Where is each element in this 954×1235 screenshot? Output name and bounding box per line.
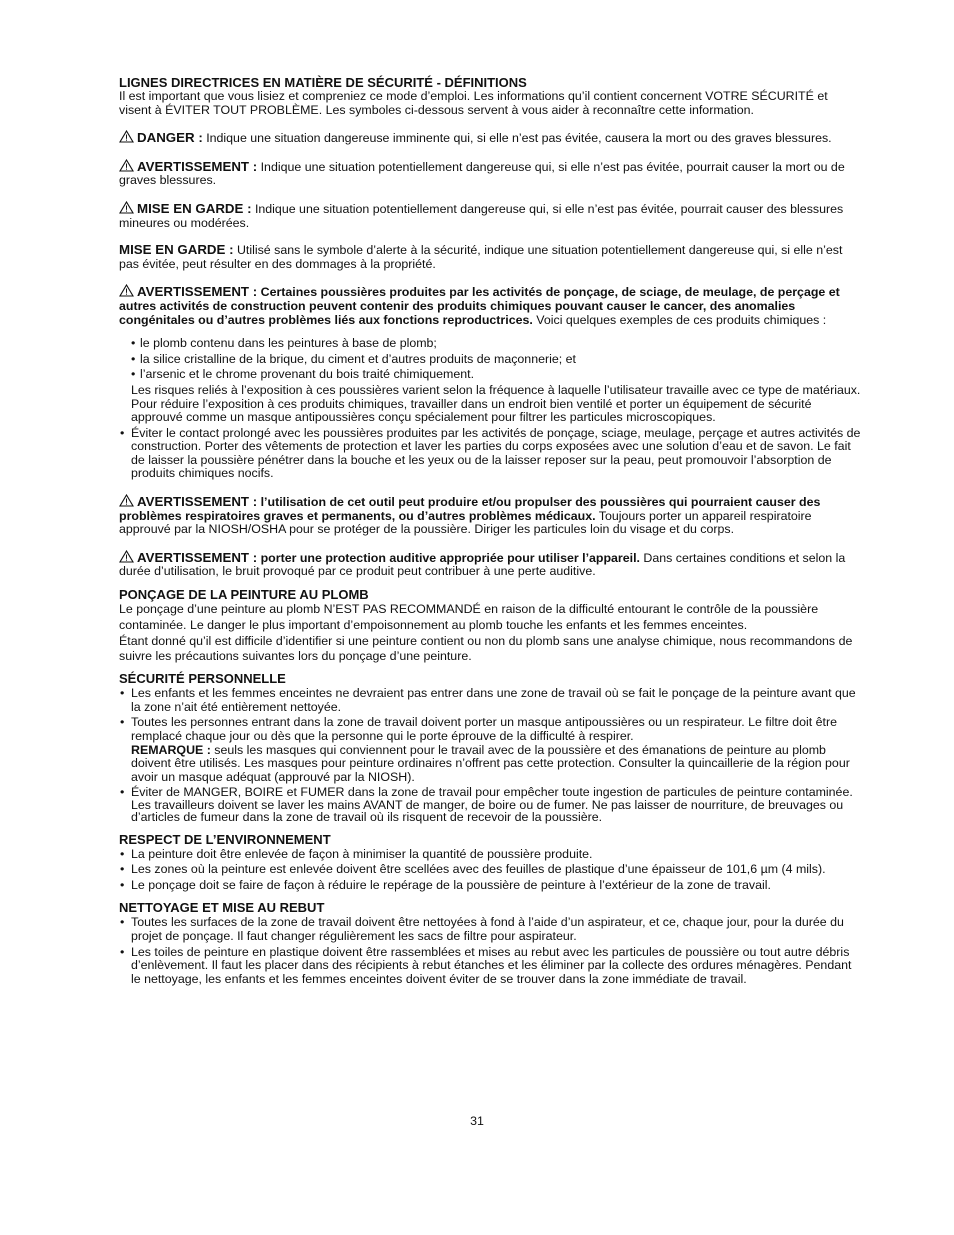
- personal-safety-list: [119, 687, 861, 823]
- list-item: • Toutes les surfaces de la zone de travail doivent être nettoyées à fond à l’aide d’un aspirateur, et ce, chaque jour, pour la durée du projet de ponçage. Il faut changer régulièrement les sacs de filtre pour aspirateur.: [120, 915, 844, 943]
- caution-label: MISE EN GARDE :: [137, 200, 252, 216]
- chemicals-list: [119, 337, 861, 382]
- list-item: • la silice cristalline de la brique, du ciment et d’autres produits de maçonnerie; et: [131, 351, 576, 366]
- list-item: • Éviter de MANGER, BOIRE et FUMER dans la zone de travail pour empêcher toute ingestion de particules de peinture contaminée. Les travailleurs doivent se laver les mains AVANT de manger, de boire ou de fumer. Ne pas laisser de nourriture, de breuvages ou d’articles de fumeur dans la zone de travail où ils risquent de recevoir de la poussière.: [120, 785, 853, 825]
- hearing-warning-text: Dans certaines conditions et selon la durée d’utilisation, le bruit provoqué par ce produit peut contribuer à une perte auditive.: [119, 550, 846, 579]
- warning-triangle-icon: [119, 159, 134, 172]
- hearing-warning-label: AVERTISSEMENT :: [137, 549, 258, 565]
- list-item: • Les zones où la peinture est enlevée doivent être scellées avec des feuilles de plastique d’une épaisseur de 101,6 µm (4 mils).: [120, 862, 826, 877]
- remark-text: seuls les masques qui conviennent pour le travail avec de la poussière et des émanations de peinture au plomb doivent être utilisés. Les masques pour peinture ordinaires n’offrent pas cette protection. Consulter la quincaillerie de la région pour avoir un masque adéquat (approuvé par la NIOSH).: [131, 742, 850, 784]
- list-item: • Toutes les personnes entrant dans la zone de travail doivent porter un masque antipoussières ou un respirateur. Le filtre doit être remplacé chaque jour ou dès que la personne qui le porte éprouve de la difficulté à respirer. REMARQUE : seuls les masques qui conviennent pour le travail avec de la poussière et des émanations de peinture au plomb doivent être utilisés. Les masques pour peinture ordinaires n’offrent pas cette protection. Consulter la quincaillerie de la région pour avoir un masque adéquat (approuvé par la NIOSH).: [120, 715, 850, 784]
- list-item: • Les toiles de peinture en plastique doivent être rassemblées et mises au rebut avec les particules de poussière ou tout autre débris d’enlèvement. Il faut les placer dans des récipients à rebut étanches et les éliminer par la collecte des ordures ménagères. Pendant le nettoyage, les enfants et les femmes enceintes doivent éviter de se trouver dans la zone immédiate de travail.: [120, 944, 852, 986]
- notice-text: Utilisé sans le symbole d’alerte à la sécurité, indique une situation potentiellement dangereuse qui, si elle n’est pas évitée, peut résulter en des dommages à la propriété.: [119, 243, 843, 271]
- respiratory-warning-text: Toujours porter un appareil respiratoire approuvé par la NIOSH/OSHA pour se protéger de la poussière. Diriger les particules loin du visage et du corps.: [119, 508, 812, 537]
- cleanup-disposal: [119, 900, 861, 986]
- page-number: 31: [470, 1114, 484, 1128]
- list-item: • le plomb contenu dans les peintures à base de plomb;: [131, 336, 437, 351]
- manual-page: [119, 75, 861, 986]
- dust-warning-bold: Certaines poussières produites par les activités de ponçage, de sciage, de meulage, de perçage et autres activités de construction peuvent contenir des produits chimiques pouvant causer le cancer, des anomalies congénitales ou d’autres problèmes liés aux fonctions reproductrices.: [119, 285, 840, 327]
- warning-triangle-icon: [119, 494, 134, 507]
- respiratory-warning: [119, 494, 861, 537]
- caution-definition: [119, 201, 861, 230]
- danger-text: Indique une situation dangereuse imminente qui, si elle n’est pas évitée, causera la mort ou des graves blessures.: [202, 131, 832, 146]
- warning-definition: [119, 159, 861, 188]
- environment-respect: [119, 832, 861, 893]
- lead-paint-sanding: [119, 587, 861, 665]
- section-title: RESPECT DE L’ENVIRONNEMENT: [119, 831, 331, 847]
- section-title: PONÇAGE DE LA PEINTURE AU PLOMB: [119, 587, 369, 603]
- list-item: • Le ponçage doit se faire de façon à réduire le repérage de la poussière de peinture à l’extérieur de la zone de travail.: [120, 877, 771, 892]
- warning-triangle-icon: [119, 130, 134, 143]
- cleanup-list: [119, 916, 861, 986]
- personal-safety: [119, 671, 861, 823]
- dust-warning-label: AVERTISSEMENT :: [137, 284, 258, 300]
- caution-text: Indique une situation potentiellement dangereuse qui, si elle n’est pas évitée, pourrait causer des blessures mineures ou modérées.: [119, 201, 844, 230]
- remark-label: REMARQUE :: [131, 742, 211, 757]
- risk-paragraph: Les risques reliés à l’exposition à ces poussières varient selon la fréquence à laquelle l’utilisateur travaille avec ce type de matériaux. Pour réduire l’exposition à ces produits chimiques, travailler dans un endroit bien ventilé et porter un équipement de sécurité approuvé comme un masque antipoussières conçu spécialement pour filtrer les particules microscopiques.: [131, 382, 861, 425]
- respiratory-warning-label: AVERTISSEMENT :: [137, 494, 258, 510]
- environment-list: [119, 848, 861, 893]
- warning-triangle-icon: [119, 550, 134, 563]
- section-title: LIGNES DIRECTRICES EN MATIÈRE DE SÉCURITÉ - DÉFINITIONS: [119, 75, 527, 90]
- avoid-list: [119, 427, 861, 481]
- warning-triangle-icon: [119, 284, 134, 297]
- dust-warning-text: Voici quelques exemples de ces produits chimiques :: [532, 312, 827, 327]
- hearing-warning-bold: porter une protection auditive appropriée pour utiliser l’appareil.: [257, 550, 640, 565]
- dust-warning: [119, 284, 861, 481]
- danger-definition: [119, 130, 861, 146]
- danger-label: DANGER :: [137, 130, 203, 146]
- section-title: NETTOYAGE ET MISE AU REBUT: [119, 900, 325, 916]
- lead-paragraph-1: Le ponçage d’une peinture au plomb N’EST PAS RECOMMANDÉ en raison de la difficulté entourant le contrôle de la poussière contaminée. Le danger le plus important d’empoisonnement au plomb touche les enfants et les femmes enceintes.: [119, 602, 819, 632]
- warning-text: Indique une situation potentiellement dangereuse qui, si elle n’est pas évitée, pourrait causer la mort ou de graves blessures.: [119, 159, 845, 188]
- warning-label: AVERTISSEMENT :: [137, 158, 258, 174]
- notice-label: MISE EN GARDE :: [119, 242, 234, 258]
- list-item: • l’arsenic et le chrome provenant du bois traité chimiquement.: [131, 367, 475, 382]
- intro-paragraph: Il est important que vous lisiez et compreniez ce mode d’emploi. Les informations qu’il contient concernent VOTRE SÉCURITÉ et visent à ÉVITER TOUT PROBLÈME. Les symboles ci-dessous servent à vous aider à reconnaître cette information.: [119, 89, 828, 117]
- respiratory-warning-bold: l’utilisation de cet outil peut produire et/ou propulser des poussières qui pourraient causer des problèmes respiratoires graves et permanents, ou d’autres problèmes médicaux.: [119, 495, 821, 523]
- lead-paragraph-2: Étant donné qu’il est difficile d’identifier si une peinture contient ou non du plomb sans une analyse chimique, nous recommandons de suivre les précautions suivantes lors du ponçage d’une peinture.: [119, 633, 853, 664]
- warning-triangle-icon: [119, 201, 134, 214]
- hearing-warning: [119, 550, 861, 579]
- dust-warning-paragraph: [119, 284, 861, 327]
- list-item: • La peinture doit être enlevée de façon à minimiser la quantité de poussière produite.: [120, 846, 593, 861]
- safety-definitions: [119, 75, 861, 271]
- notice-definition: [119, 243, 861, 271]
- list-item: • Les enfants et les femmes enceintes ne devraient pas entrer dans une zone de travail où se fait le ponçage de la peinture avant que la zone n’ait été entièrement nettoyée.: [120, 686, 856, 714]
- list-item: • Éviter le contact prolongé avec les poussières produites par les activités de ponçage, sciage, meulage, perçage et autres activités de construction. Porter des vêtements de protection et laver les parties du corps exposées avec une solution d’eau et de savon. Le fait de laisser la poussière pénétrer dans la bouche et les yeux ou de la laisser reposer sur la peau, peut promouvoir l’absorption de produits chimiques nocifs.: [120, 425, 861, 481]
- section-title: SÉCURITÉ PERSONNELLE: [119, 671, 286, 687]
